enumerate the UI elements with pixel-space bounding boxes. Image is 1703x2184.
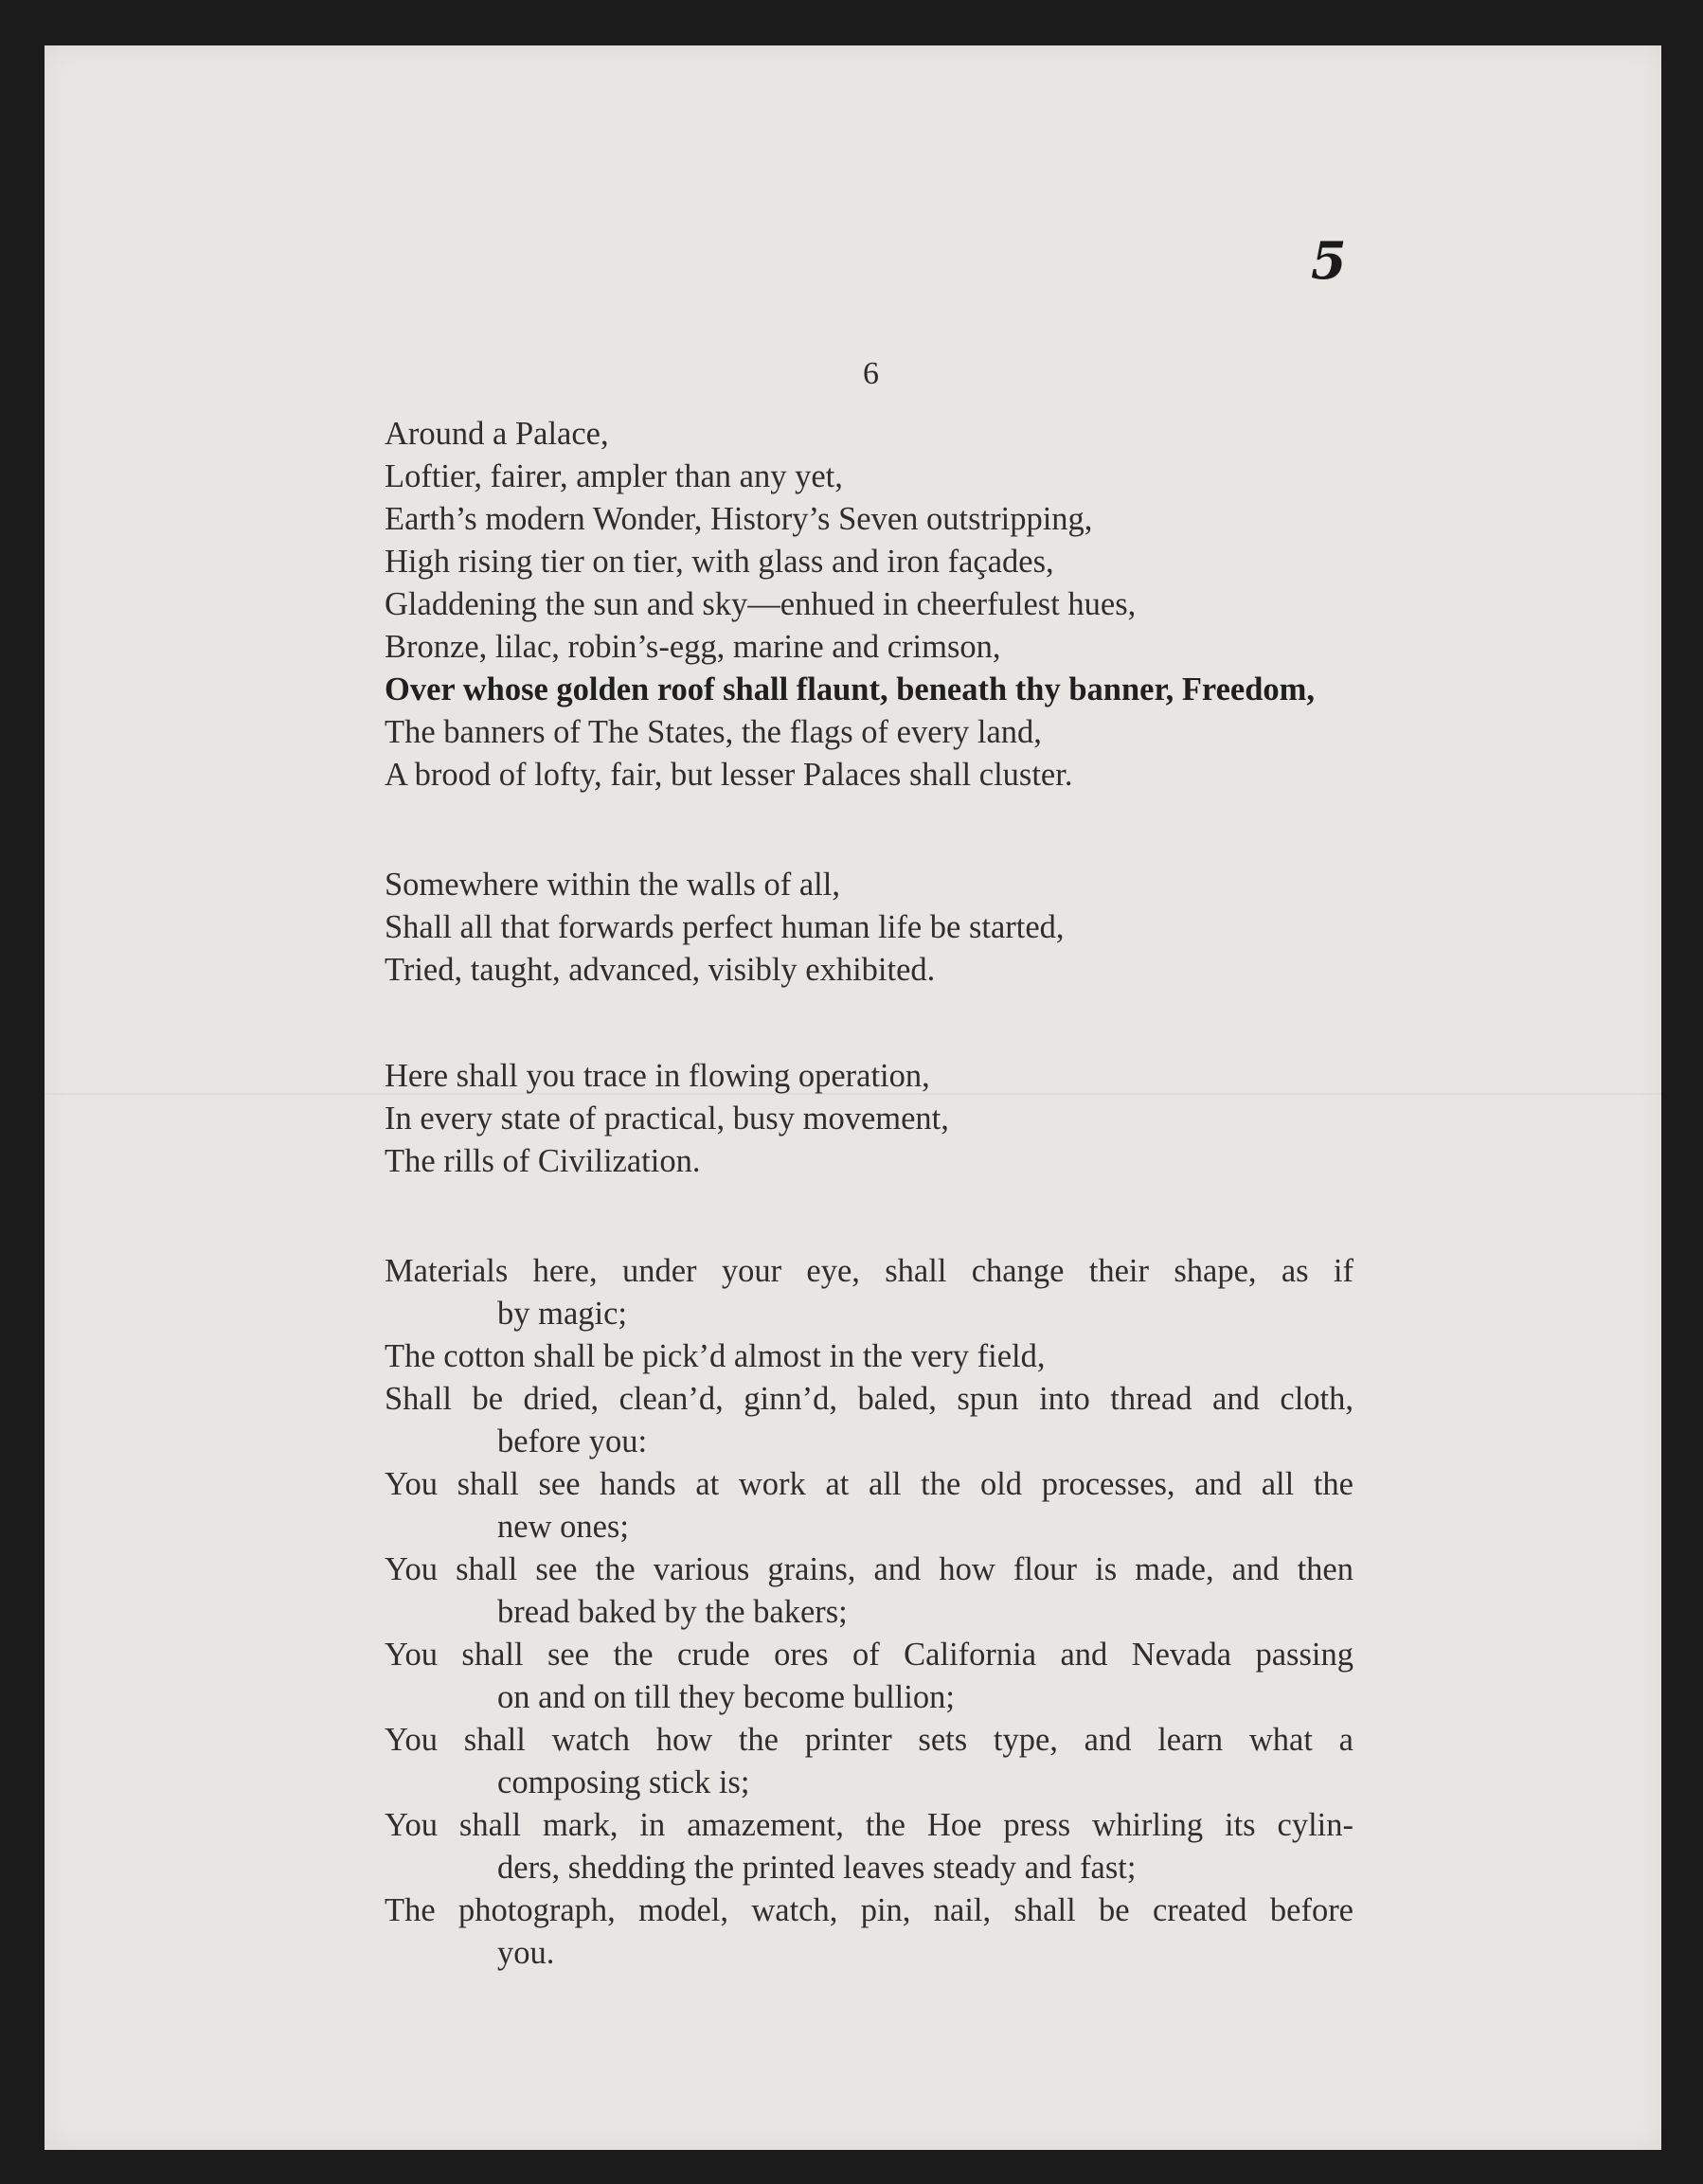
poem-line: High rising tier on tier, with glass and iron façades, bbox=[385, 544, 1054, 580]
stanza-1 bbox=[385, 413, 1315, 797]
document-page bbox=[45, 45, 1661, 2150]
stanza-2 bbox=[385, 864, 1065, 992]
poem-line-continuation: ders, shedding the printed leaves steady and fast; bbox=[497, 1850, 1137, 1886]
poem-line: The banners of The States, the flags of every land, bbox=[385, 714, 1042, 750]
poem-line: Around a Palace, bbox=[385, 416, 609, 452]
stanza-3 bbox=[385, 1055, 949, 1183]
page-number: 6 bbox=[863, 356, 879, 391]
poem-line-continuation: composing stick is; bbox=[497, 1764, 750, 1800]
stamped-page-number: 5 bbox=[1311, 230, 1347, 291]
poem-line: Shall be dried, clean’d, ginn’d, baled, spun into thread and cloth, bbox=[385, 1381, 1353, 1417]
poem-line-continuation: bread baked by the bakers; bbox=[497, 1594, 848, 1630]
poem-line: Shall all that forwards perfect human life be started, bbox=[385, 909, 1065, 945]
poem-line: Earth’s modern Wonder, History’s Seven outstripping, bbox=[385, 501, 1093, 537]
poem-line-continuation: before you: bbox=[497, 1423, 648, 1459]
poem-line-continuation: new ones; bbox=[497, 1509, 629, 1545]
poem-line: You shall watch how the printer sets type, and learn what a bbox=[385, 1722, 1353, 1758]
poem-line: The cotton shall be pick’d almost in the very field, bbox=[385, 1338, 1046, 1374]
poem-line: You shall see hands at work at all the old processes, and all the bbox=[385, 1466, 1353, 1502]
poem-line-continuation: you. bbox=[497, 1935, 555, 1971]
poem-line: Here shall you trace in flowing operation, bbox=[385, 1058, 930, 1094]
poem-line: Gladdening the sun and sky—enhued in cheerfulest hues, bbox=[385, 586, 1137, 622]
poem-line: The photograph, model, watch, pin, nail, shall be created before bbox=[385, 1892, 1353, 1928]
poem-line: Loftier, fairer, ampler than any yet, bbox=[385, 458, 843, 494]
poem-line-continuation: by magic; bbox=[497, 1296, 628, 1332]
poem-line: The rills of Civilization. bbox=[385, 1143, 701, 1179]
poem-line: You shall see the various grains, and how flour is made, and then bbox=[385, 1551, 1353, 1587]
poem-line: Over whose golden roof shall flaunt, beneath thy banner, Freedom, bbox=[385, 671, 1316, 707]
poem-line: Somewhere within the walls of all, bbox=[385, 867, 840, 903]
poem-line: You shall see the crude ores of California and Nevada passing bbox=[385, 1637, 1353, 1673]
poem-line: You shall mark, in amazement, the Hoe press whirling its cylin- bbox=[385, 1807, 1353, 1843]
poem-line: In every state of practical, busy movement, bbox=[385, 1101, 949, 1137]
poem-line: Materials here, under your eye, shall change their shape, as if bbox=[385, 1253, 1353, 1289]
poem-line: Bronze, lilac, robin’s-egg, marine and crimson, bbox=[385, 629, 1001, 665]
stanza-4 bbox=[385, 1250, 1353, 1975]
poem-line: A brood of lofty, fair, but lesser Palaces shall cluster. bbox=[385, 757, 1073, 793]
poem-line: Tried, taught, advanced, visibly exhibited. bbox=[385, 952, 936, 988]
poem-line-continuation: on and on till they become bullion; bbox=[497, 1679, 955, 1715]
